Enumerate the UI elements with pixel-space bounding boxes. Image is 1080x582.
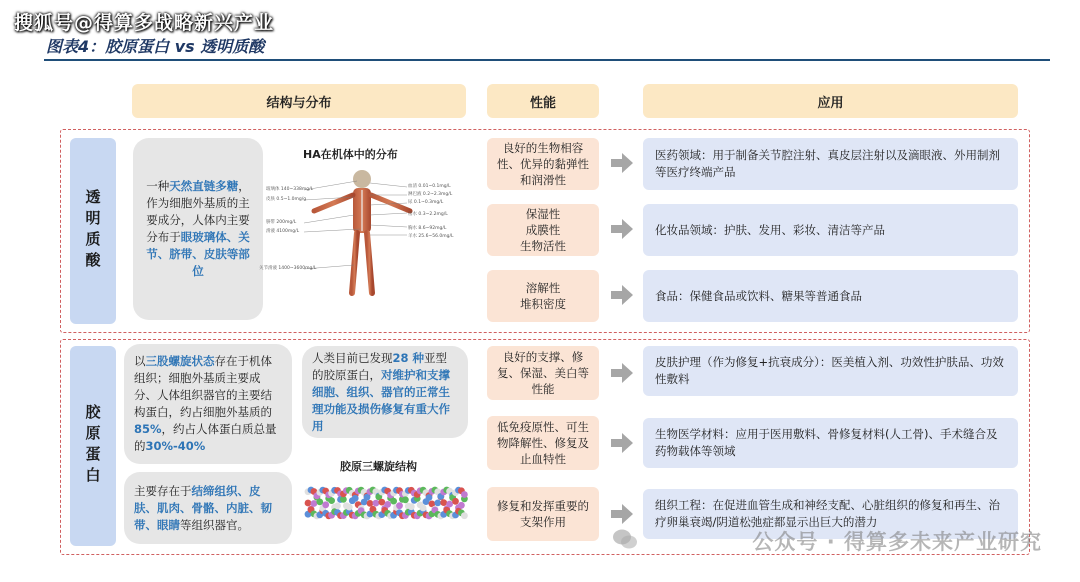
arrow-right-icon — [611, 504, 633, 524]
helix-sphere — [322, 501, 329, 508]
ha-label-right: 淋巴液 0.2~2.3mg/L — [408, 192, 453, 197]
ha-desc-highlight: 天然直链多糖 — [169, 179, 239, 193]
ha-label-right: 血清 0.01~0.1mg/L — [408, 184, 451, 189]
helix-sphere — [440, 499, 447, 506]
helix-sphere — [426, 494, 433, 501]
ha-application-3: 食品：保健食品或饮料、糖果等普通食品 — [643, 270, 1018, 322]
collagen-desc-text: 亚型的胶原蛋白， — [312, 350, 448, 382]
watermark-bottom: 公众号 · 得算多未来产业研究 — [752, 530, 1042, 554]
helix-sphere — [373, 500, 380, 507]
collagen-helix-diagram — [304, 478, 468, 528]
ha-diagram-title: HA在机体中的分布 — [303, 148, 398, 161]
arrow-right-icon — [611, 153, 633, 173]
helix-sphere — [346, 504, 353, 511]
arrow-right-icon — [611, 433, 633, 453]
helix-sphere — [402, 496, 409, 503]
watermark-top: 搜狐号@得算多战略新兴产业 — [14, 12, 275, 34]
row-label-collagen: 胶原蛋白 — [70, 346, 116, 546]
header-property: 性能 — [487, 84, 599, 118]
row-label-ha: 透明质酸 — [70, 138, 116, 324]
ha-description — [133, 138, 263, 320]
ha-label-left: 脐带 200mg/L — [266, 220, 297, 225]
ha-label-left: 玻璃体 140~338mg/L — [266, 187, 314, 192]
collagen-diagram-title: 胶原三螺旋结构 — [340, 460, 417, 473]
helix-sphere — [434, 500, 441, 507]
collagen-application-3: 组织工程：在促进血管生成和神经支配、心脏组织的修复和再生、治疗卵巢衰竭/阴道松弛症都显示出巨大的潜力 — [643, 489, 1018, 539]
arrow-right-icon — [611, 219, 633, 239]
collagen-desc-text: 等组织器官。 — [180, 517, 249, 532]
human-figure — [314, 170, 410, 293]
collagen-desc-highlight: 85% — [134, 422, 162, 436]
collagen-description-1 — [124, 344, 292, 464]
helix-sphere — [458, 502, 465, 509]
helix-sphere — [378, 499, 385, 506]
helix-sphere — [334, 503, 341, 510]
helix-sphere — [328, 497, 335, 504]
collagen-application-1: 皮肤护理（作为修复+抗衰成分）：医美植入剂、功效性护肤品、功效性敷料 — [643, 346, 1018, 396]
ha-desc-text: 一种 — [146, 179, 170, 193]
collagen-desc-highlight: 30%-40% — [145, 439, 206, 453]
ha-label-right: 胸水 8.6~92mg/L — [408, 226, 447, 231]
ha-label-left: 皮肤 0.5~1.0mg/g — [266, 197, 307, 202]
collagen-property-3: 修复和发挥重要的支架作用 — [487, 487, 599, 541]
helix-sphere — [452, 498, 459, 505]
collagen-desc-highlight: 28 种 — [392, 350, 425, 365]
helix-sphere — [352, 495, 359, 502]
ha-application-2: 化妆品领域：护肤、发用、彩妆、清洁等产品 — [643, 204, 1018, 256]
helix-sphere — [446, 501, 453, 508]
ha-label-left: 滑液 4100mg/L — [266, 229, 300, 234]
helix-sphere — [461, 512, 468, 519]
collagen-desc-highlight: 三股螺旋状态 — [145, 354, 215, 368]
collagen-desc-text: 存在于机体组织；细胞外基质主要成分、人体组织器官的主要结构蛋白，约占细胞外基质的 — [134, 354, 272, 419]
helix-sphere — [311, 500, 318, 507]
ha-label-right: 羊水 25.6~56.0mg/L — [408, 234, 454, 239]
header-application: 应用 — [643, 84, 1018, 118]
helix-sphere — [305, 500, 312, 507]
collagen-desc-text: ，约占人体蛋白质总量的 — [134, 422, 277, 453]
collagen-desc-highlight: 结缔组织、皮肤、肌肉、骨骼、内脏、韧带、眼睛 — [134, 483, 272, 532]
collagen-application-2: 生物医学材料：应用于医用敷料、骨修复材料(人工骨)、手术缝合及药物载体等领域 — [643, 418, 1018, 468]
wechat-icon — [612, 528, 638, 550]
collagen-desc-text: 主要存在于 — [134, 483, 192, 498]
title-rule — [44, 59, 1050, 61]
collagen-desc-text: 以 — [134, 354, 146, 368]
helix-sphere — [316, 499, 323, 506]
helix-sphere — [396, 502, 403, 509]
ha-desc-highlight: 眼玻璃体、关节、脐带、皮肤等部位 — [146, 230, 250, 278]
ha-application-1: 医药领域：用于制备关节腔注射、真皮层注射以及滴眼液、外用制剂等医疗终端产品 — [643, 138, 1018, 190]
figure-title: 图表4：胶原蛋白 vs 透明质酸 — [46, 37, 265, 56]
ha-label-left: 关节滑液 1400~3600mg/L — [259, 266, 317, 271]
helix-sphere — [408, 503, 415, 510]
collagen-description-2 — [302, 346, 468, 438]
ha-label-right: 尿 0.1~0.3mg/L — [408, 200, 444, 205]
ha-desc-text: ，作为细胞外基质的主要成分，人体内主要分布于 — [146, 179, 250, 244]
ha-property-1: 良好的生物相容性、优异的黏弹性和润滑性 — [487, 138, 599, 190]
arrow-right-icon — [611, 285, 633, 305]
collagen-desc-text: 人类目前已发现 — [312, 350, 393, 365]
arrow-right-icon — [611, 363, 633, 383]
ha-label-right: 房水 0.3~2.2mg/L — [408, 212, 448, 217]
helix-sphere — [367, 500, 374, 507]
ha-property-3: 溶解性 堆积密度 — [487, 270, 599, 322]
header-structure: 结构与分布 — [132, 84, 466, 118]
collagen-description-3 — [124, 472, 292, 544]
collagen-desc-highlight: 对维护和支撑细胞、组织、器官的正常生理功能及损伤修复有重大作用 — [312, 367, 450, 433]
helix-sphere — [420, 505, 427, 512]
helix-sphere — [461, 491, 468, 498]
ha-property-2: 保湿性 成膜性 生物活性 — [487, 204, 599, 256]
helix-sphere — [390, 498, 397, 505]
collagen-property-2: 低免疫原性、可生物降解性、修复及止血特性 — [487, 416, 599, 470]
helix-sphere — [384, 501, 391, 508]
collagen-property-1: 良好的支撑、修复、保湿、美白等性能 — [487, 346, 599, 400]
